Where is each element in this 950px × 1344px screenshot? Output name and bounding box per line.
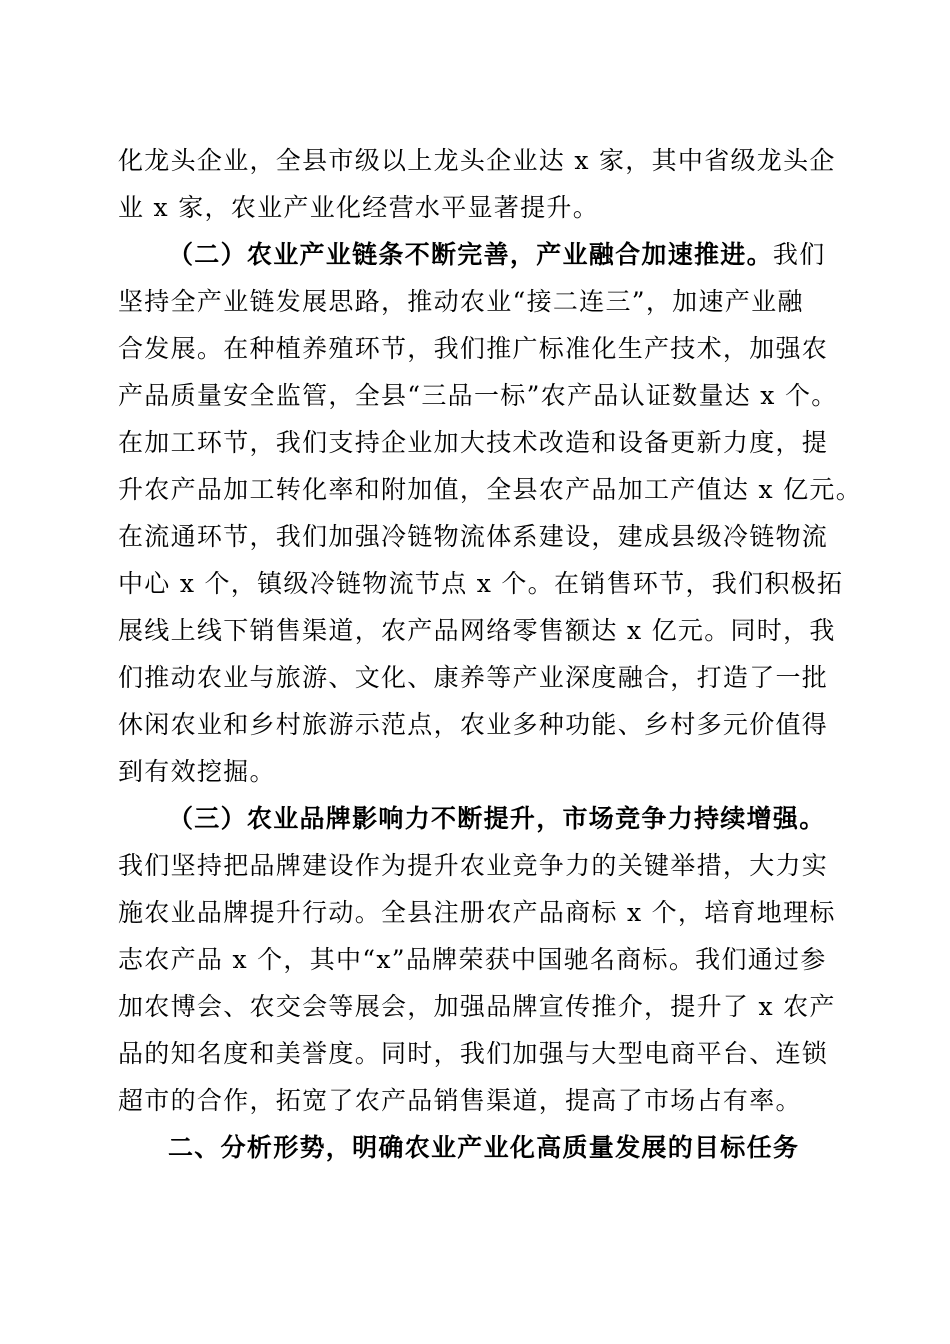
section-heading-line: [168, 799, 826, 839]
text-line: 在流通环节，我们加强冷链物流体系建设，建成县级冷链物流: [118, 522, 829, 551]
section-heading: （三）农业品牌影响力不断提升，市场竞争力持续增强。: [168, 804, 826, 833]
text-line: 施农业品牌提升行动。全县注册农产品商标 x 个，培育地理标: [118, 898, 836, 927]
text-line: 中心 x 个，镇级冷链物流节点 x 个。在销售环节，我们积极拓: [118, 569, 844, 598]
section-heading-line: （二）农业产业链条不断完善，产业融合加速推进。我们: [168, 240, 826, 269]
text-line: 超市的合作，拓宽了农产品销售渠道，提高了市场占有率。: [118, 1086, 802, 1115]
text-line: 展线上线下销售渠道，农产品网络零售额达 x 亿元。同时，我: [118, 616, 836, 645]
text-line: 业 x 家，农业产业化经营水平显著提升。: [118, 193, 599, 222]
text-line: 们推动农业与旅游、文化、康养等产业深度融合，打造了一批: [118, 663, 829, 692]
text-line: 产品质量安全监管，全县“三品一标”农产品认证数量达 x 个。: [118, 381, 838, 410]
text-line: 品的知名度和美誉度。同时，我们加强与大型电商平台、连锁: [118, 1039, 829, 1068]
text-line: 合发展。在种植养殖环节，我们推广标准化生产技术，加强农: [118, 334, 829, 363]
text-line: 到有效挖掘。: [118, 757, 276, 786]
chapter-heading: 二、分析形势，明确农业产业化高质量发展的目标任务: [168, 1133, 800, 1162]
text-line: 加农博会、农交会等展会，加强品牌宣传推介，提升了 x 农产: [118, 992, 836, 1021]
text-line: 休闲农业和乡村旅游示范点，农业多种功能、乡村多元价值得: [118, 710, 829, 739]
text-line: 升农产品加工转化率和附加值，全县农产品加工产值达 x 亿元。: [118, 475, 862, 504]
section-heading: （二）农业产业链条不断完善，产业融合加速推进。: [168, 240, 773, 269]
text-line: 在加工环节，我们支持企业加大技术改造和设备更新力度，提: [118, 428, 829, 457]
chapter-heading-line: [168, 1128, 799, 1168]
text-line: 坚持全产业链发展思路，推动农业“接二连三”，加速产业融: [118, 287, 804, 316]
text-line: 化龙头企业，全县市级以上龙头企业达 x 家，其中省级龙头企: [118, 146, 836, 175]
text-line: 志农产品 x 个，其中“x”品牌荣获中国驰名商标。我们通过参: [118, 945, 827, 974]
text-line: 我们坚持把品牌建设作为提升农业竞争力的关键举措，大力实: [118, 851, 829, 880]
